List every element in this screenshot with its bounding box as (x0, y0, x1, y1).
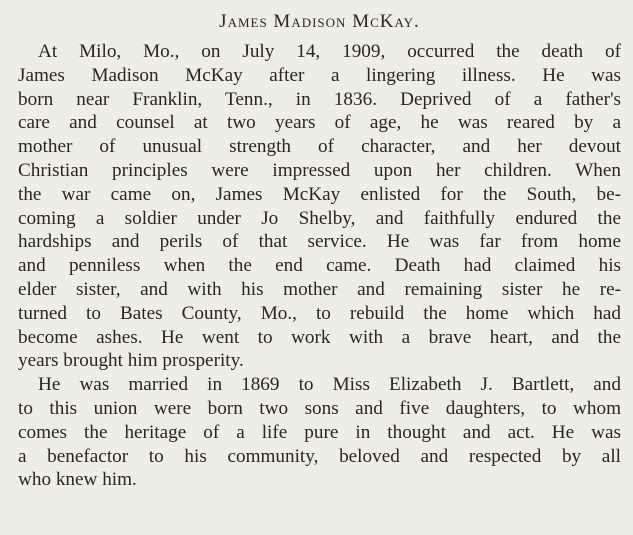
text-line: care and counsel at two years of age, he was reared by a (18, 112, 621, 134)
text-line: the war came on, James McKay enlisted for the South, be- (18, 183, 621, 205)
text-line: Christian principles were impressed upon her children. When (18, 159, 621, 181)
text-line: He was married in 1869 to Miss Elizabeth J. Bartlett, and (38, 374, 621, 396)
text-line: who knew him. (18, 469, 137, 491)
text-line: years brought him prosperity. (18, 350, 244, 372)
text-line: become ashes. He went to work with a brave heart, and the (18, 326, 621, 348)
paragraph-2 (18, 373, 621, 492)
text-line: a benefactor to his community, beloved and respected by all (18, 445, 621, 467)
text-line: turned to Bates County, Mo., to rebuild the home which had (18, 302, 621, 324)
page-title: James Madison McKay. (219, 11, 420, 32)
text-line: James Madison McKay after a lingering illness. He was (18, 64, 621, 86)
text-line: to this union were born two sons and five daughters, to whom (18, 397, 621, 419)
text-line: coming a soldier under Jo Shelby, and faithfully endured the (18, 207, 621, 229)
paragraph-1 (18, 40, 621, 373)
text-line: and penniless when the end came. Death had claimed his (18, 255, 621, 277)
text-line: At Milo, Mo., on July 14, 1909, occurred the death of (38, 41, 621, 62)
text-line: hardships and perils of that service. He was far from home (18, 231, 621, 253)
text-line: mother of unusual strength of character, and her devout (18, 136, 621, 158)
text-line: elder sister, and with his mother and remaining sister he re- (18, 278, 621, 300)
text-line: born near Franklin, Tenn., in 1836. Deprived of a father's (18, 88, 621, 110)
text-line: comes the heritage of a life pure in thought and act. He was (18, 421, 621, 443)
